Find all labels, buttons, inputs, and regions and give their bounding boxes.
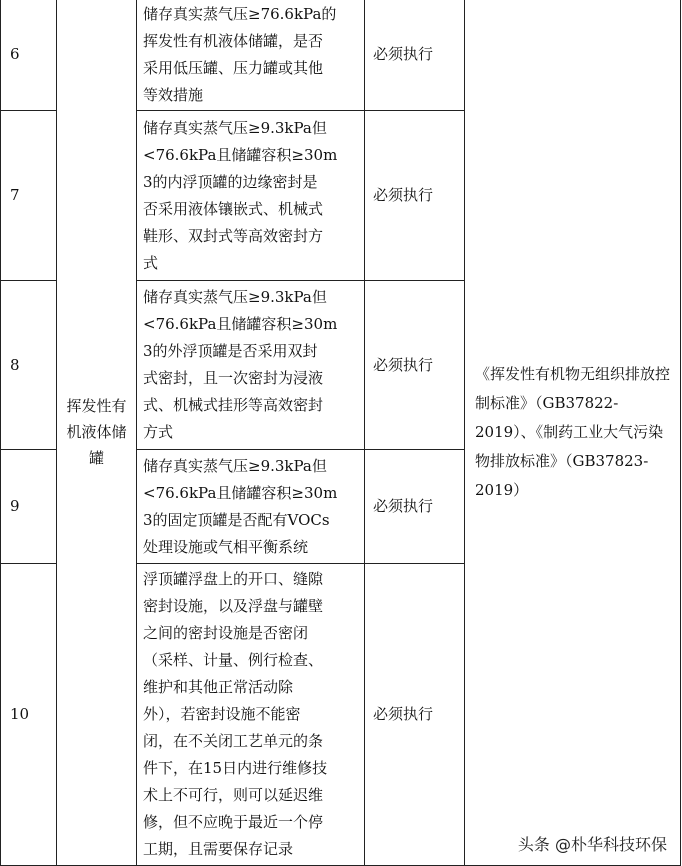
item-line: 维护和其他正常活动除 bbox=[143, 678, 294, 696]
row-number: 9 bbox=[1, 450, 57, 564]
item-line: 式密封，且一次密封为浸液 bbox=[143, 369, 324, 387]
item-line: 3的固定顶罐是否配有VOCs bbox=[143, 510, 330, 529]
item-line: 术上不可行，则可以延迟维 bbox=[143, 786, 324, 804]
table-row bbox=[1, 0, 681, 111]
item-line: <76.6kPa且储罐容积≥30m bbox=[143, 145, 338, 164]
item-line: 3的内浮顶罐的边缘密封是 bbox=[143, 172, 318, 191]
item-line: 闭，在不关闭工艺单元的条 bbox=[143, 732, 324, 750]
item-line: 等效措施 bbox=[143, 85, 204, 104]
item-line: （采样、计量、例行检查、 bbox=[143, 651, 324, 669]
item-line: 处理设施或气相平衡系统 bbox=[143, 537, 309, 556]
watermark: 头条 @朴华科技环保 bbox=[515, 832, 670, 855]
item-cell bbox=[137, 281, 365, 450]
item-cell bbox=[137, 564, 365, 866]
item-cell bbox=[137, 0, 365, 111]
item-line: 浮顶罐浮盘上的开口、缝隙 bbox=[143, 570, 324, 588]
item-line: 采用低压罐、压力罐或其他 bbox=[143, 58, 324, 77]
item-line: 修，但不应晚于最近一个停 bbox=[143, 813, 324, 831]
item-line: 密封设施，以及浮盘与罐壁 bbox=[143, 597, 324, 615]
row-number: 6 bbox=[1, 0, 57, 111]
item-line: 3的外浮顶罐是否采用双封 bbox=[143, 342, 318, 360]
category-cell: 挥发性有机液体储罐 bbox=[57, 0, 137, 866]
item-line: 鞋形、双封式等高效密封方 bbox=[143, 226, 324, 245]
item-cell bbox=[137, 450, 365, 564]
item-line: <76.6kPa且储罐容积≥30m bbox=[143, 483, 338, 502]
row-number: 8 bbox=[1, 281, 57, 450]
item-line: <76.6kPa且储罐容积≥30m bbox=[143, 315, 338, 333]
item-line: 储存真实蒸气压≥9.3kPa但 bbox=[143, 456, 327, 475]
item-line: 方式 bbox=[143, 423, 174, 441]
requirement-cell: 必须执行 bbox=[365, 111, 465, 281]
requirement-cell: 必须执行 bbox=[365, 564, 465, 866]
basis-cell: 《挥发性有机物无组织排放控制标准》（GB37822-2019）、《制药工业大气污染物排放标准》（GB37823-2019） bbox=[465, 0, 681, 866]
item-line: 储存真实蒸气压≥9.3kPa但 bbox=[143, 288, 327, 306]
item-line: 式、机械式挂形等高效密封 bbox=[143, 396, 324, 414]
item-line: 件下，在15日内进行维修技 bbox=[143, 759, 328, 777]
item-line: 外），若密封设施不能密 bbox=[143, 705, 301, 723]
item-line: 否采用液体镶嵌式、机械式 bbox=[143, 199, 324, 218]
requirement-cell: 必须执行 bbox=[365, 450, 465, 564]
item-line: 之间的密封设施是否密闭 bbox=[143, 624, 309, 642]
row-number: 7 bbox=[1, 111, 57, 281]
row-number: 10 bbox=[1, 564, 57, 866]
item-line: 挥发性有机液体储罐，是否 bbox=[143, 31, 324, 50]
item-line: 式 bbox=[143, 253, 159, 272]
requirement-cell: 必须执行 bbox=[365, 0, 465, 111]
item-cell bbox=[137, 111, 365, 281]
requirement-cell: 必须执行 bbox=[365, 281, 465, 450]
item-line: 储存真实蒸气压≥9.3kPa但 bbox=[143, 118, 327, 137]
item-line: 工期，且需要保存记录 bbox=[143, 840, 294, 858]
item-line: 储存真实蒸气压≥76.6kPa的 bbox=[143, 4, 337, 23]
